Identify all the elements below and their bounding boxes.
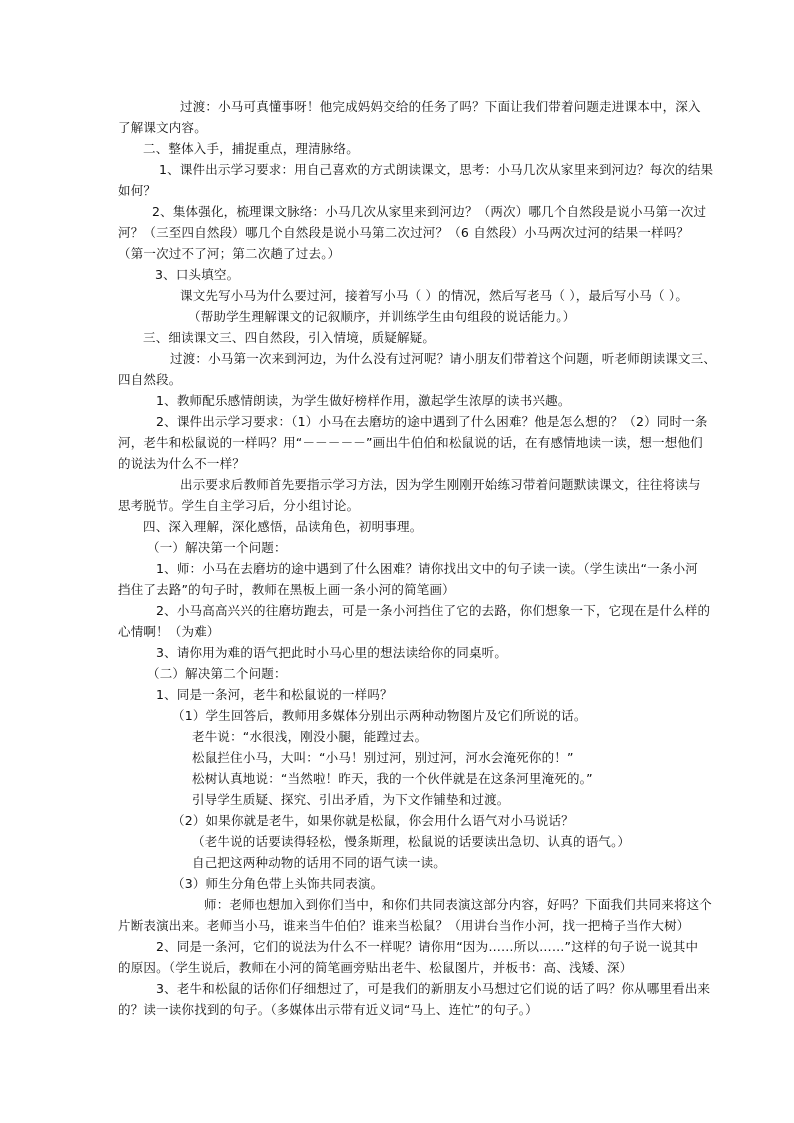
- text-line: 片断表演出来。老师当小马，谁来当牛伯伯？谁来当松鼠？（用讲台当作小河，找一把椅子当作大树）: [118, 918, 690, 933]
- text-line: （老牛说的话要读得轻松，慢条斯理，松鼠说的话要读出急切、认真的语气。）: [192, 834, 631, 849]
- text-line: 2、同是一条河，它们的说法为什么不一样呢？请你用“因为……所以……”这样的句子说一说其中: [156, 939, 699, 954]
- text-line: 河？（三至四自然段）哪几个自然段是说小马第二次过河？（6 自然段）小马两次过河的结果一样吗？: [118, 225, 690, 240]
- text-line: 过渡：小马第一次来到河边，为什么没有过河呢？请小朋友们带着这个问题，听老师朗读课文三、: [170, 351, 717, 366]
- text-line: 引导学生质疑、探究、引出矛盾，为下文作铺垫和过渡。: [192, 792, 510, 807]
- text-line: 心情啊！（为难）: [118, 624, 220, 639]
- sub-heading: （二）解决第二个问题：: [147, 666, 287, 681]
- text-line: 四自然段。: [118, 372, 182, 387]
- text-line: 3、请你用为难的语气把此时小马心里的想法读给你的同桌听。: [156, 645, 508, 660]
- text-line: 1、课件出示学习要求：用自己喜欢的方式朗读课文，思考：小马几次从家里来到河边？每次的结果: [159, 162, 714, 177]
- text-line: 思考脱节。学生自主学习后，分小组讨论。: [118, 498, 360, 513]
- text-line: 自己把这两种动物的话用不同的语气读一读。: [192, 855, 447, 870]
- text-line: 的说法为什么不一样？: [118, 456, 246, 471]
- text-line: 3、口头填空。: [155, 267, 240, 282]
- text-line: 师：老师也想加入到你们当中，和你们共同表演这部分内容，好吗？下面我们共同来将这个: [204, 897, 713, 912]
- text-line: （1）学生回答后，教师用多媒体分别出示两种动物图片及它们所说的话。: [172, 708, 587, 723]
- sub-heading: （一）解决第一个问题：: [147, 540, 287, 555]
- text-line: 3、老牛和松鼠的话你们仔细想过了，可是我们的新朋友小马想过它们说的话了吗？你从哪里看出来: [156, 981, 711, 996]
- section-heading: 四、深入理解，深化感悟，品读角色，初明事理。: [143, 519, 423, 534]
- text-line: 1、师：小马在去磨坊的途中遇到了什么困难？请你找出文中的句子读一读。（学生读出“一条小河: [156, 561, 698, 576]
- section-heading: 二、整体入手，捕捉重点，理清脉络。: [143, 141, 359, 156]
- text-line: 河，老牛和松鼠说的一样吗？用“－－－－－”画出牛伯伯和松鼠说的话，在有感情地读一读，想一想他们: [118, 435, 703, 450]
- text-line: 的？读一读你找到的句子。（多媒体出示带有近义词“马上、连忙”的句子。）: [118, 1002, 538, 1017]
- text-line: 如何？: [118, 183, 157, 198]
- text-line: 过渡：小马可真懂事呀！他完成妈妈交给的任务了吗？下面让我们带着问题走进课本中，深入: [180, 99, 701, 114]
- text-line: 松树认真地说：“当然啦！昨天，我的一个伙伴就是在这条河里淹死的。”: [192, 771, 593, 786]
- text-line: 老牛说：“水很浅，刚没小腿，能蹚过去。: [192, 729, 428, 744]
- text-line: 的原因。（学生说后，教师在小河的简笔画旁贴出老牛、松鼠图片，并板书：高、浅矮、深）: [118, 960, 633, 975]
- section-heading: 三、细读课文三、四自然段，引入情境，质疑解疑。: [143, 330, 436, 345]
- text-line: （帮助学生理解课文的记叙顺序，并训练学生由句组段的说话能力。）: [188, 309, 576, 324]
- text-line: 了解课文内容。: [118, 120, 207, 135]
- text-line: （3）师生分角色带上头饰共同表演。: [172, 876, 384, 891]
- text-line: 2、课件出示学习要求：（1）小马在去磨坊的途中遇到了什么困难？他是怎么想的？（2）同时一条: [156, 414, 708, 429]
- text-line: 2、集体强化，梳理课文脉络：小马几次从家里来到河边？（两次）哪几个自然段是说小马第一次过: [152, 204, 707, 219]
- text-line: 松鼠拦住小马，大叫：“小马！别过河，别过河，河水会淹死你的！”: [192, 750, 574, 765]
- text-line: 出示要求后教师首先要指示学习方法，因为学生刚刚开始练习带着问题默读课文，往往将读与: [180, 477, 701, 492]
- text-line: （2）如果你就是老牛，如果你就是松鼠，你会用什么语气对小马说话？: [172, 813, 574, 828]
- text-line: 课文先写小马为什么要过河，接着写小马（ ）的情况，然后写老马（ ），最后写小马（ ）。: [180, 288, 689, 303]
- text-line: 1、教师配乐感情朗读，为学生做好榜样作用，激起学生浓厚的读书兴趣。: [156, 393, 571, 408]
- text-line: （第一次过不了河；第二次趟了过去。）: [118, 246, 341, 261]
- text-line: 1、同是一条河，老牛和松鼠说的一样吗？: [156, 687, 393, 702]
- text-line: 挡住了去路”的句子时，教师在黑板上画一条小河的简笔画）: [118, 582, 455, 597]
- text-line: 2、小马高高兴兴的往磨坊跑去，可是一条小河挡住了它的去路，你们想象一下，它现在是什么样的: [156, 603, 711, 618]
